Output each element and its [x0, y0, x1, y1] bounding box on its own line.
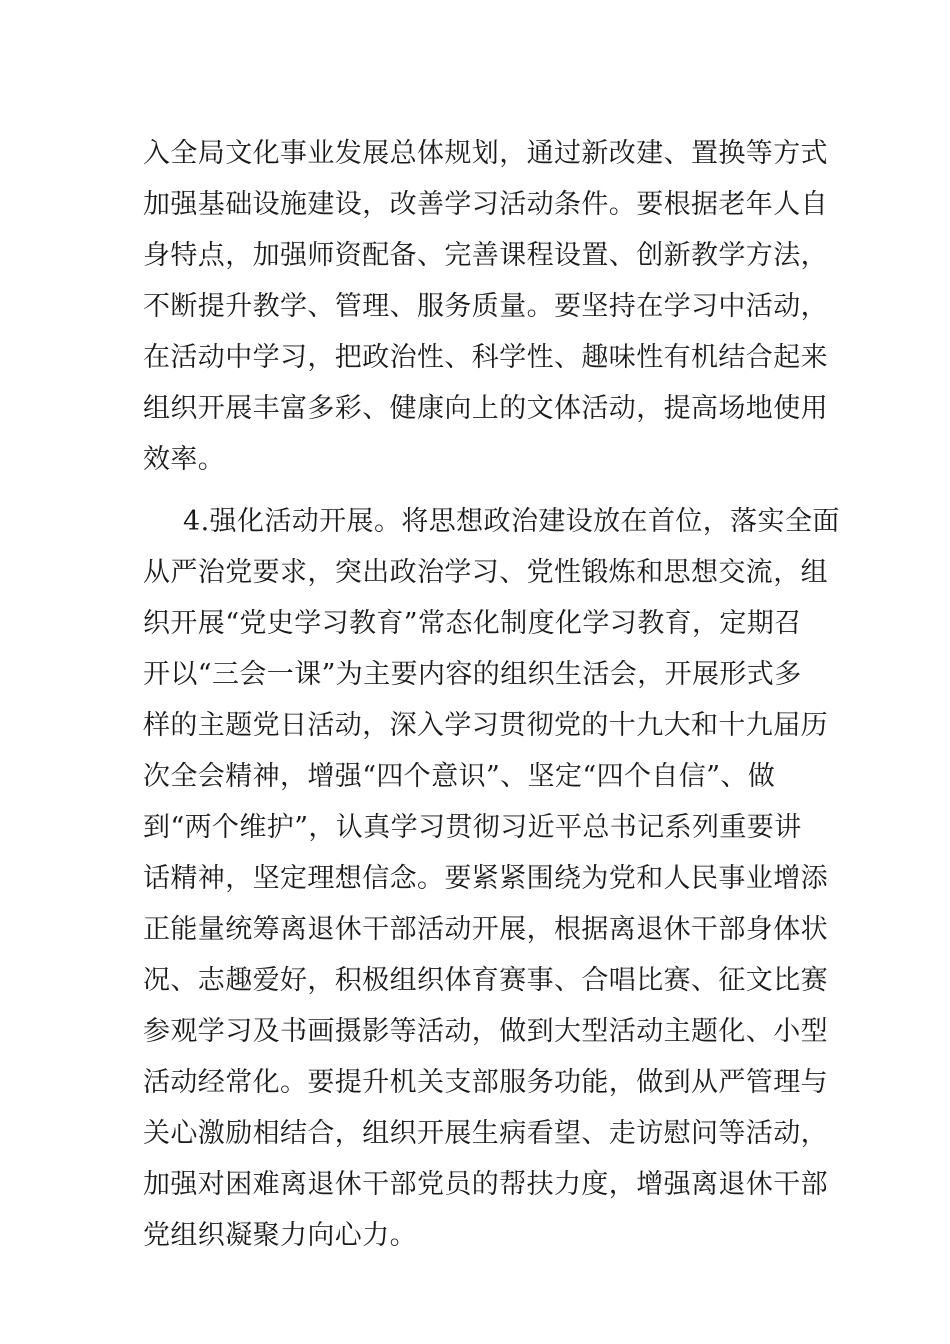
paragraph-spacer: [143, 485, 807, 496]
text-line: 不断提升教学、管理、服务质量。要坚持在学习中活动，: [143, 291, 828, 322]
text-line: 身特点，加强师资配备、完善课程设置、创新教学方法，: [143, 240, 828, 271]
paragraph-1: [143, 128, 828, 485]
text-line: 次全会精神，增强“四个意识”、坚定“四个自信”、做: [143, 761, 776, 792]
text-line: 从严治党要求，突出政治学习、党性锻炼和思想交流，组: [143, 557, 828, 588]
text-line: 效率。: [143, 444, 226, 475]
text-line: 到“两个维护”，认真学习贯彻习近平总书记系列重要讲: [143, 812, 802, 843]
text-line: 加强对困难离退休干部党员的帮扶力度，增强离退休干部: [143, 1169, 828, 1200]
document-body: [143, 128, 840, 1261]
text-line: 组织开展丰富多彩、健康向上的文体活动，提高场地使用: [143, 393, 828, 424]
text-line: 加强基础设施建设，改善学习活动条件。要根据老年人自: [143, 189, 828, 220]
text-line: 正能量统筹离退休干部活动开展，根据离退休干部身体状: [143, 914, 828, 945]
text-line: 开以“三会一课”为主要内容的组织生活会，开展形式多: [143, 659, 802, 690]
text-line-first: 4.强化活动开展。将思想政治建设放在首位，落实全面: [183, 506, 840, 537]
text-line: 活动经常化。要提升机关支部服务功能，做到从严管理与: [143, 1067, 828, 1098]
text-line: 况、志趣爱好，积极组织体育赛事、合唱比赛、征文比赛: [143, 965, 828, 996]
text-line: 入全局文化事业发展总体规划，通过新改建、置换等方式: [143, 138, 828, 169]
text-line: 在活动中学习，把政治性、科学性、趣味性有机结合起来: [143, 342, 828, 373]
text-line: 话精神，坚定理想信念。要紧紧围绕为党和人民事业增添: [143, 863, 828, 894]
text-line: 关心激励相结合，组织开展生病看望、走访慰问等活动，: [143, 1118, 828, 1149]
paragraph-2: [143, 496, 840, 1261]
text-line: 参观学习及书画摄影等活动，做到大型活动主题化、小型: [143, 1016, 828, 1047]
text-line: 织开展“党史学习教育”常态化制度化学习教育，定期召: [143, 608, 802, 639]
text-line: 样的主题党日活动，深入学习贯彻党的十九大和十九届历: [143, 710, 828, 741]
text-line: 党组织凝聚力向心力。: [143, 1220, 417, 1251]
